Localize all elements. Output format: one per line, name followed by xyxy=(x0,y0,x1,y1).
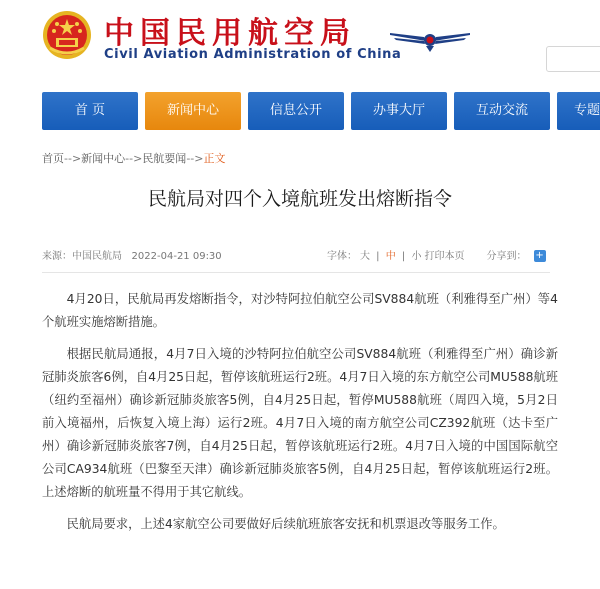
breadcrumb-current: 正文 xyxy=(203,152,226,165)
article-body xyxy=(42,288,558,545)
share-label: 分享到： xyxy=(486,251,527,262)
breadcrumb-home[interactable]: 首页 xyxy=(42,152,64,165)
article-meta xyxy=(42,247,550,263)
breadcrumb-news[interactable]: 新闻中心 xyxy=(81,152,126,165)
nav-item-info[interactable]: 信息公开 xyxy=(248,92,344,130)
search-input[interactable] xyxy=(546,46,600,72)
nav-item-interaction[interactable]: 互动交流 xyxy=(454,92,550,130)
article-tools: 字体： 大 | 中 | 小 打印本页 分享到： + xyxy=(327,250,544,262)
breadcrumb-headlines[interactable]: 民航要闻 xyxy=(142,152,187,165)
article-paragraph: 民航局要求，上述4家航空公司要做好后续航班旅客安抚和机票退改等服务工作。 xyxy=(66,517,505,531)
national-emblem-icon xyxy=(42,10,92,60)
article-paragraph: 根据民航局通报，4月7日入境的沙特阿拉伯航空公司SV884航班（利雅得至广州）确诊新冠肺炎旅客6例，自4月25日起，暂停该航班运行2班。4月7日入境的东方航空公司MU588航班（纽约至福州）确诊新冠肺炎旅客5例，自4月25日起，暂停MU588航班（周四入境，5月2日前入境福州，后恢复入境上海）运行2班。4月7日入境的南方航空公司CZ392航班（达卡至广州）确诊新冠肺炎旅客7例，自4月25日起，暂停该航班运行2班。4月7日入境的中国国际航空公司CA934航班（巴黎至天津）确诊新冠肺炎旅客5例，自4月25日起，暂停该航班运行2班。上述熔断的航班量不得用于其它航线。 xyxy=(42,347,558,499)
site-title-cn: 中国民用航空局 xyxy=(104,16,356,51)
share-plus-icon[interactable]: + xyxy=(535,250,544,261)
nav-item-home[interactable]: 首 页 xyxy=(42,92,138,130)
nav-item-news[interactable]: 新闻中心 xyxy=(145,92,241,130)
breadcrumb-separator: --> xyxy=(125,152,143,165)
divider xyxy=(42,272,550,273)
article-date: 2022-04-21 09:30 xyxy=(131,251,222,262)
article-title: 民航局对四个入境航班发出熔断指令 xyxy=(147,188,452,210)
font-size-label: 字体： xyxy=(327,251,357,262)
article-paragraph: 4月20日，民航局再发熔断指令，对沙特阿拉伯航空公司SV884航班（利雅得至广州）等4个航班实施熔断措施。 xyxy=(42,292,558,329)
caac-wings-logo-icon xyxy=(388,27,472,53)
font-small-button[interactable]: 小 xyxy=(411,251,422,262)
article-source-date xyxy=(42,247,222,262)
site-title-en: Civil Aviation Administration of China xyxy=(104,47,402,62)
font-medium-button[interactable]: 中 xyxy=(385,251,396,262)
main-nav xyxy=(0,92,600,130)
nav-item-topics[interactable]: 专题 xyxy=(557,92,600,130)
breadcrumb-separator: --> xyxy=(64,152,82,165)
print-button[interactable]: 打印本页 xyxy=(424,251,465,262)
site-header xyxy=(0,0,600,84)
nav-item-services[interactable]: 办事大厅 xyxy=(351,92,447,130)
font-large-button[interactable]: 大 xyxy=(360,251,370,262)
breadcrumb xyxy=(42,150,225,166)
article-source: 来源：中国民航局 xyxy=(42,251,122,262)
breadcrumb-separator: --> xyxy=(186,152,204,165)
